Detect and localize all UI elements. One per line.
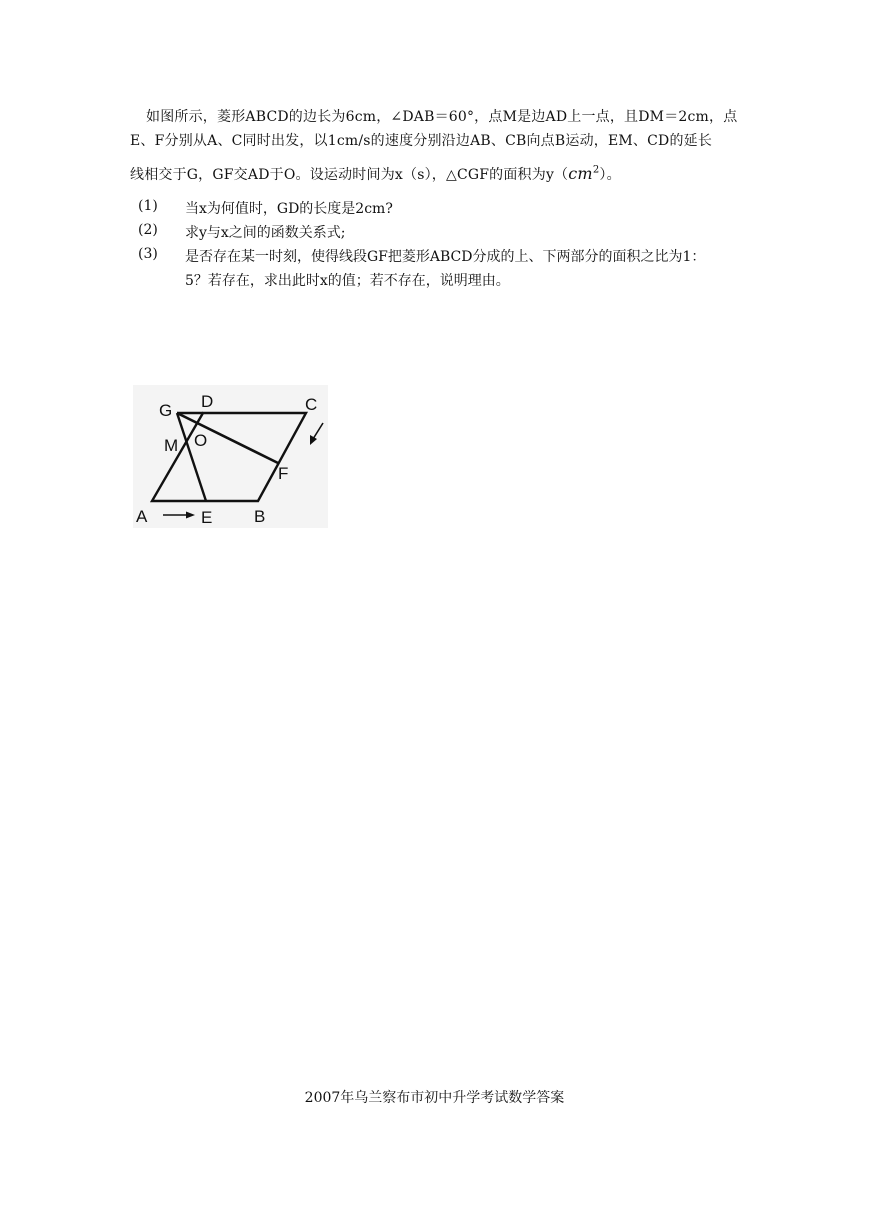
problem-line-3-end: ）。: [599, 167, 621, 183]
question-text: 是否存在某一时刻，使得线段GF把菱形ABCD分成的上、下两部分的面积之比为1：: [185, 249, 706, 265]
question-text-continued: 5？若存在，求出此时x的值；若不存在，说明理由。: [185, 273, 510, 289]
label-b: B: [254, 507, 266, 526]
question-number: (2): [138, 222, 158, 238]
question-number: (3): [138, 246, 158, 262]
label-e: E: [201, 508, 213, 527]
unit-cm-squared: $cm^2$: [568, 164, 600, 183]
rhombus-figure: [133, 385, 328, 528]
label-c: C: [305, 395, 318, 414]
question-text: 求y与x之间的函数关系式;: [185, 225, 346, 241]
label-o: O: [194, 431, 208, 450]
question-text: 当x为何值时，GD的长度是2cm?: [185, 201, 393, 217]
label-g: G: [159, 401, 173, 420]
question-number: (1): [138, 198, 158, 214]
problem-line-2: E、F分别从A、C同时出发，以1cm/s的速度分别沿边AB、CB向点B运动，EM、CD的延长: [130, 133, 713, 149]
label-a: A: [136, 507, 148, 526]
problem-line-3: [130, 164, 621, 184]
problem-line-3-text: 线相交于G，GF交AD于O。设运动时间为x（s），△CGF的面积为y（: [130, 167, 569, 183]
footer-title: 2007年乌兰察布市初中升学考试数学答案: [304, 1090, 565, 1106]
label-m: M: [164, 436, 179, 455]
label-f: F: [278, 464, 289, 483]
label-d: D: [201, 392, 214, 411]
problem-line-1: 如图所示，菱形ABCD的边长为6cm，∠DAB＝60°，点M是边AD上一点，且DM＝2cm，点: [146, 109, 738, 125]
